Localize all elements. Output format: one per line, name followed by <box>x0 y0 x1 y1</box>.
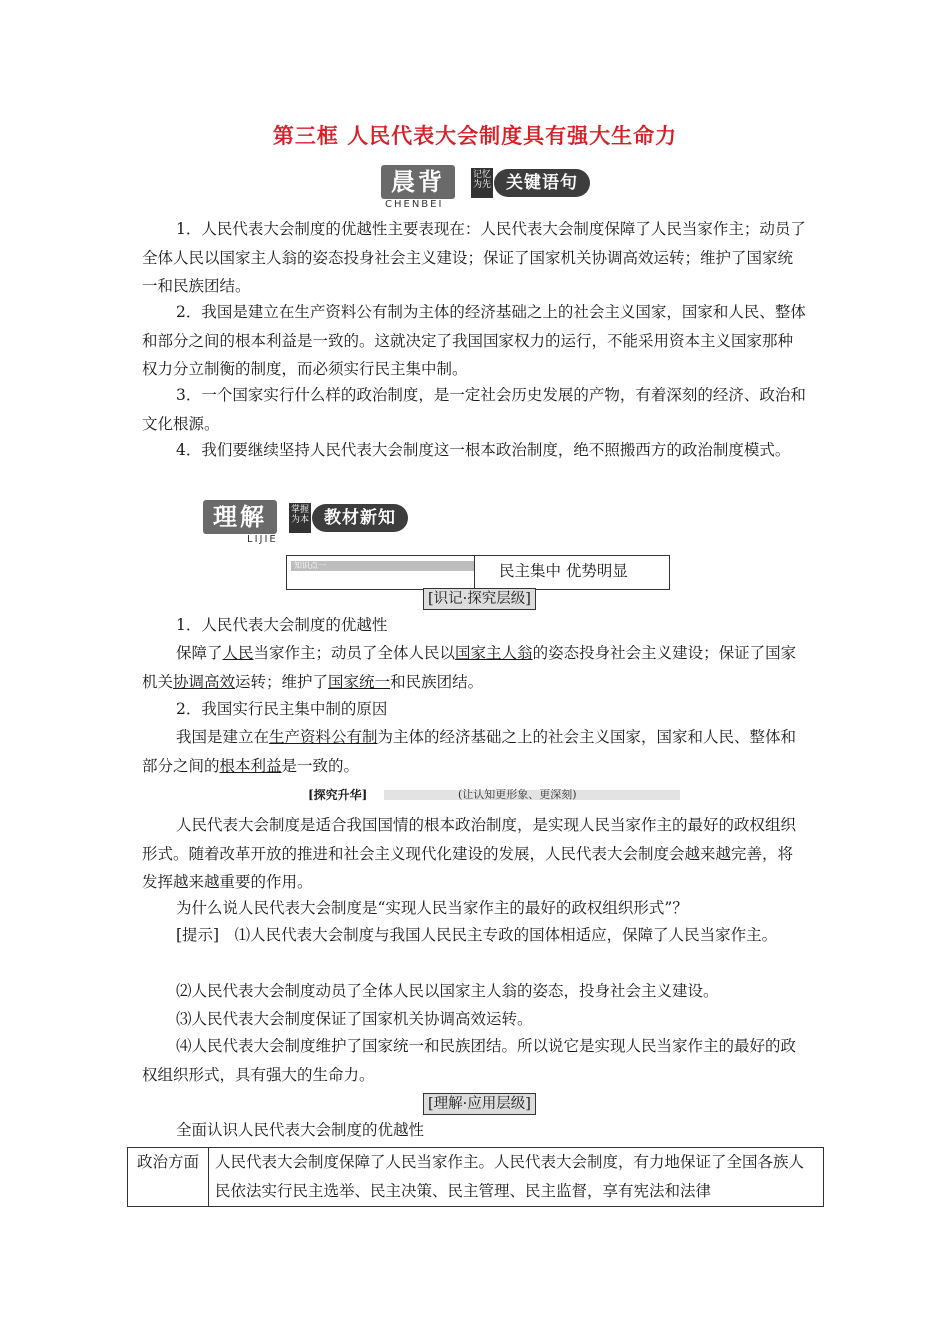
banner-subtext: 记忆 为先 <box>471 168 493 198</box>
answer-hint-3: ⑶人民代表大会制度保证了国家机关协调高效运转。 <box>176 1010 533 1028</box>
level-tag-recall: [识记·探究层级] <box>423 588 536 610</box>
explore-label: [探究升华] <box>308 788 368 802</box>
level-tag-apply: [理解·应用层级] <box>423 1093 536 1115</box>
banner-keyword: 关键语句 <box>494 169 590 197</box>
section-1-heading: 1．人民代表大会制度的优越性 <box>176 616 388 634</box>
knowledge-point-box <box>286 555 670 590</box>
key-point-1: 1．人民代表大会制度的优越性主要表现在：人民代表大会制度保障了人民当家作主；动员了全体人民以国家主人翁的姿态投身社会主义建设；保证了国家机关协调高效运转；维护了国家统一和民族团结。 <box>142 220 806 295</box>
banner-pinyin: CHENBEI <box>385 199 444 210</box>
advantages-table <box>127 1147 824 1207</box>
box-divider <box>474 556 475 589</box>
explore-paragraph: 人民代表大会制度是适合我国国情的根本政治制度，是实现人民当家作主的最好的政权组织形式。随着改革开放的推进和社会主义现代化建设的发展，人民代表大会制度会越来越完善，将发挥越来越重要的作用。 <box>142 816 797 891</box>
banner-pinyin: LIJIE <box>247 534 278 545</box>
table-intro: 全面认识人民代表大会制度的优越性 <box>176 1121 425 1139</box>
section-banner-lijie <box>203 500 433 545</box>
banner-keyword: 教材新知 <box>312 504 408 532</box>
section-1-body: 保障了人民当家作主；动员了全体人民以国家主人翁的姿态投身社会主义建设；保证了国家机关协调高效运转；维护了国家统一和民族团结。 <box>142 644 797 691</box>
section-banner-chenbei <box>381 165 611 210</box>
table-row <box>128 1148 824 1207</box>
answer-hint-2: ⑵人民代表大会制度动员了全体人民以国家主人翁的姿态，投身社会主义建设。 <box>176 982 719 1000</box>
knowledge-point-label: 知识点一 <box>291 561 474 571</box>
explore-question: 为什么说人民代表大会制度是“实现人民当家作主的最好的政权组织形式”？ <box>176 899 688 917</box>
table-cell: 人民代表大会制度保障了人民当家作主。人民代表大会制度，有力地保证了全国各族人民依法实行民主选举、民主决策、民主管理、民主监督，享有宪法和法律 <box>209 1148 824 1207</box>
key-point-2: 2．我国是建立在生产资料公有制为主体的经济基础之上的社会主义国家，国家和人民、整体和部分之间的根本利益是一致的。这就决定了我国国家权力的运行，不能采用资本主义国家那种权力分立制衡的制度，而必须实行民主集中制。 <box>142 303 806 378</box>
explore-banner <box>308 786 680 804</box>
table-row-header: 政治方面 <box>128 1148 209 1207</box>
key-point-3: 3．一个国家实行什么样的政治制度，是一定社会历史发展的产物，有着深刻的经济、政治和文化根源。 <box>142 386 806 433</box>
section-2-heading: 2．我国实行民主集中制的原因 <box>176 700 388 718</box>
answer-hint-4: ⑷人民代表大会制度维护了国家统一和民族团结。所以说它是实现人民当家作主的最好的政权组织形式，具有强大的生命力。 <box>142 1037 797 1084</box>
section-2-body: 我国是建立在生产资料公有制为主体的经济基础之上的社会主义国家，国家和人民、整体和部分之间的根本利益是一致的。 <box>142 728 797 775</box>
banner-main-text: 晨背 <box>381 165 455 199</box>
banner-main-text: 理解 <box>203 500 277 534</box>
explore-note: (让认知更形象、更深刻) <box>458 788 577 801</box>
page-title: 第三框 人民代表大会制度具有强大生命力 <box>272 124 678 148</box>
answer-hint-1: [提示] ⑴人民代表大会制度与我国人民民主专政的国体相适应，保障了人民当家作主。 <box>176 926 778 944</box>
key-point-4: 4．我们要继续坚持人民代表大会制度这一根本政治制度，绝不照搬西方的政治制度模式。 <box>176 441 791 459</box>
banner-subtext: 掌握 为本 <box>289 503 311 533</box>
knowledge-point-title: 民主集中 优势明显 <box>499 562 628 580</box>
